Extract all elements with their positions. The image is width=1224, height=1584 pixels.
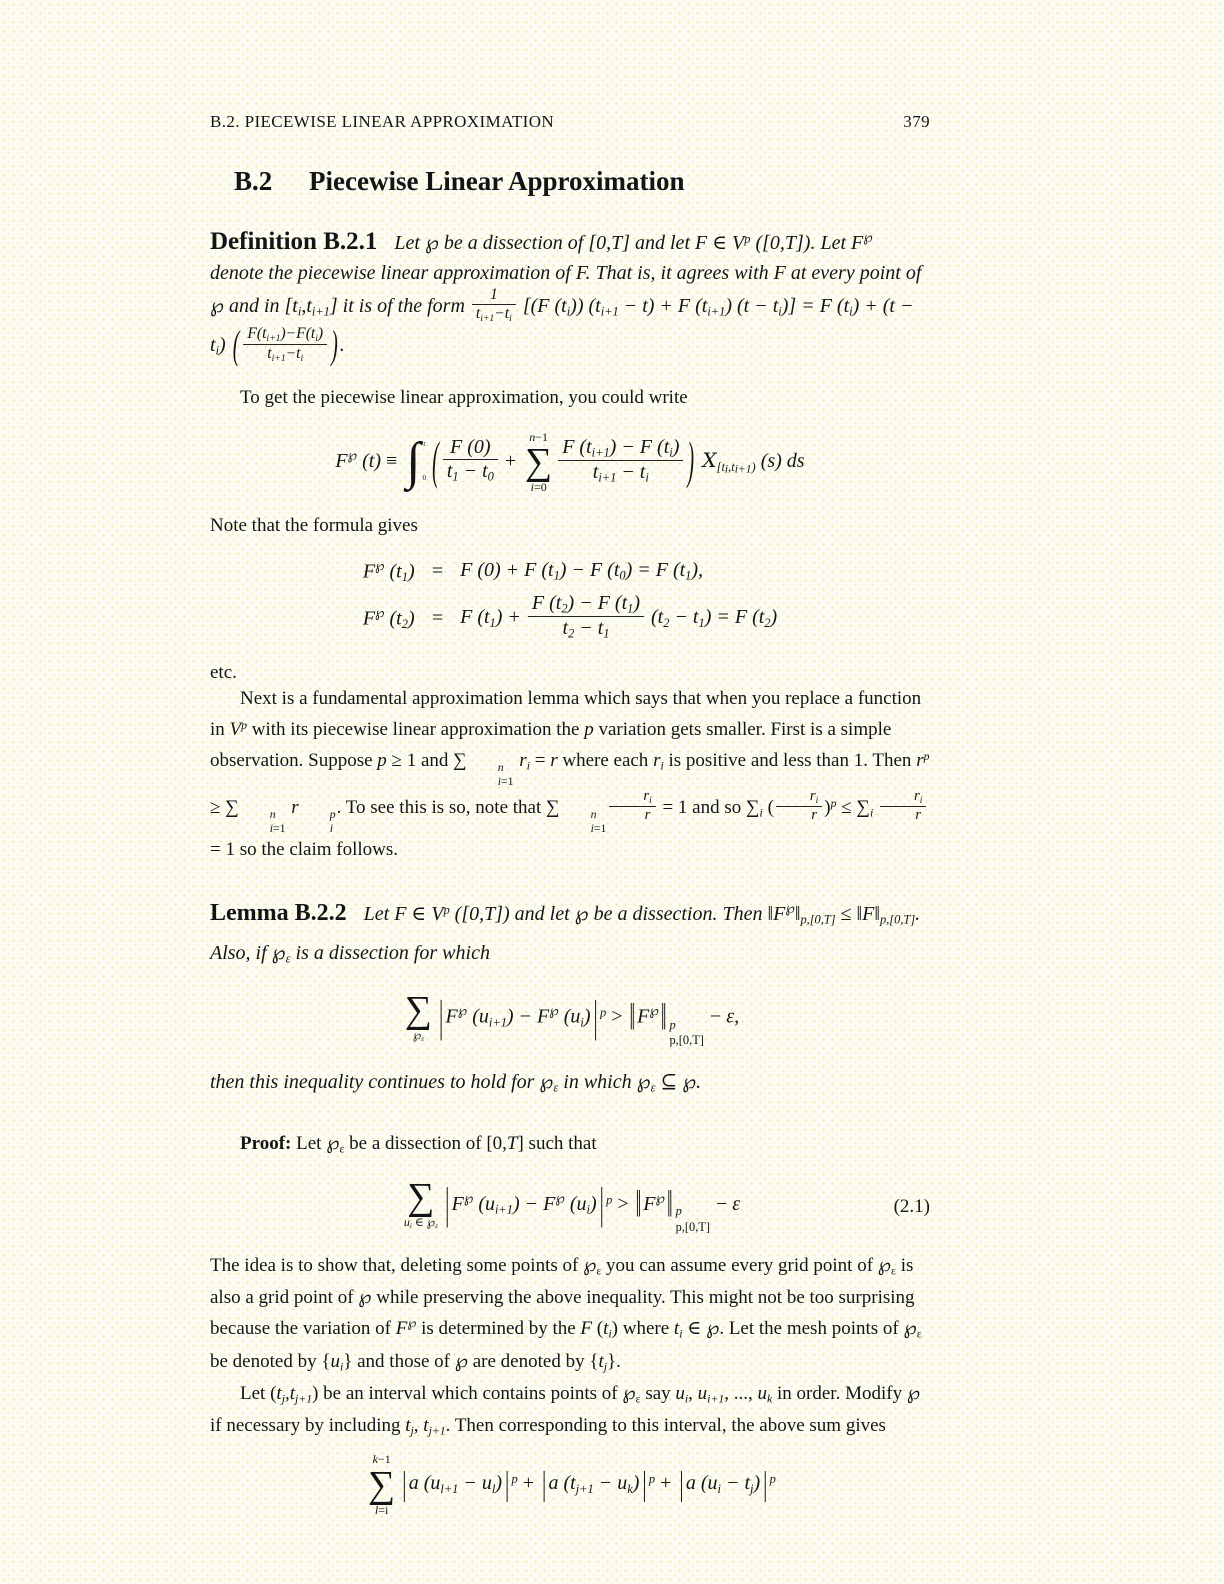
running-header-title: B.2. PIECEWISE LINEAR APPROXIMATION xyxy=(210,112,555,131)
paragraph-note: Note that the formula gives xyxy=(210,514,418,536)
definition-body: Let ℘ be a dissection of [0,T] and let F ∈ $V^p$ ([0,T]). Let F℘ denote the piecewise linear approximation of F. That is, it agrees with F at every point of ℘ and in [ti,ti+1] it is of the form $\frac{1}{ti+1-ti}$ [(F (ti)) (ti+1 − t) + F (ti+1) (t − ti)] = F (ti) + (t − ti) ( $\frac{F(ti+1)-F(ti)}{ti+1-ti}$ ) . xyxy=(210,230,922,369)
equation-interval-sum: k−1 ∑ l=i | a (ul+1 − ul) | $^p$ + | a (tj+1 − uk) | $^p$ + | a (ui − tj) | $^p$ xyxy=(368,1452,776,1517)
lemma-heading: Lemma B.2.2 xyxy=(210,899,347,926)
paragraph-observation: Next is a fundamental approximation lemma which says that when you replace a function in $V^p$ with its piecewise linear approximation the p variation gets smaller. First is a simple observation. Suppose p ≥ 1 and ∑ n i=1 ri = r where each ri is positive and less than 1. Then $r^p$ ≥ ∑ n i=1 r p i . To see this is so, note that ∑ n i=1 $\frac{ri}{r}$ = 1 and so ∑i ( $\frac{ri}{r}$ )$^p$ ≤ ∑i $\frac{ri}{r}$ = 1 so the claim follows. xyxy=(210,687,930,861)
equation-lhs: F℘ (t1) xyxy=(362,557,415,584)
equation-number: (2.1) xyxy=(893,1195,930,1217)
paragraph-interval: Let (tj,tj+1) be an interval which contains points of ℘ε say ui, ui+1, ..., uk in order. Modify ℘ if necessary by including tj, tj+1. Then corresponding to this interval, the above sum gives xyxy=(210,1382,921,1438)
equation-relation: = xyxy=(430,559,445,582)
definition-block xyxy=(210,223,930,369)
equation-2-1 xyxy=(210,1176,930,1235)
equation-f-values xyxy=(210,558,930,643)
section-heading xyxy=(234,166,930,197)
page-number: 379 xyxy=(903,112,930,131)
running-header xyxy=(210,112,930,132)
section-number: B.2 xyxy=(234,166,273,196)
lemma-body: Let F ∈ $V^p$ ([0,T]) and let ℘ be a dissection. Then ‖F℘‖p,[0,T] ≤ ‖F‖p,[0,T]. Also, if ℘ε is a dissection for which xyxy=(210,900,921,966)
page-content xyxy=(210,0,930,1517)
paragraph-etc: etc. xyxy=(210,661,237,683)
paragraph-idea: The idea is to show that, deleting some points of ℘ε you can assume every grid point of ℘ε is also a grid point of ℘ while preserving the above inequality. This might not be too surprising because the variation of F℘ is determined by the F (ti) where ti ∈ ℘. Let the mesh points of ℘ε be denoted by {ui} and those of ℘ are denoted by {tj}. xyxy=(210,1253,922,1374)
section-title-text: Piecewise Linear Approximation xyxy=(309,166,685,196)
equation-rhs: F (0) + F (t1) − F (t0) = F (t1), xyxy=(460,558,704,583)
lemma-block xyxy=(210,892,930,974)
paragraph-then: then this inequality continues to hold for ℘ε in which ℘ε ⊆ ℘. xyxy=(210,1068,702,1095)
paragraph-proof: Proof: Let ℘ε be a dissection of [0,T] such that xyxy=(240,1131,597,1156)
equation-variation-sum: ∑ ℘ε | F℘ (ui+1) − F℘ (ui) | $^p$ > ‖ F℘ ‖ p p,[0,T] − ε, xyxy=(404,989,740,1047)
equation-relation: = xyxy=(430,606,445,629)
equation-2-1-body: ∑ ui ∈ ℘ε | F℘ (ui+1) − F℘ (ui) | $^p$ > ‖ F℘ ‖ p p,[0,T] − ε xyxy=(403,1176,741,1234)
paragraph-to-get: To get the piecewise linear approximation, you could write xyxy=(240,386,688,408)
definition-heading: Definition B.2.1 xyxy=(210,228,378,256)
equation-piecewise-integral: F℘ (t) ≡ ∫ t 0 ( $\frac{F (0)}{t1 - t0}$ + n−1 ∑ i=0 $\frac{F (ti+1) - F (ti)}{ti+1 - ti}$ ) $X[t_i,t_{i+1})$ (s) ds xyxy=(335,429,805,495)
equation-lhs: F℘ (t2) xyxy=(362,604,415,631)
equation-rhs: F (t1) + $\frac{F (t2) - F (t1)}{t2 - t1}$ (t2 − t1) = F (t2) xyxy=(460,591,778,641)
